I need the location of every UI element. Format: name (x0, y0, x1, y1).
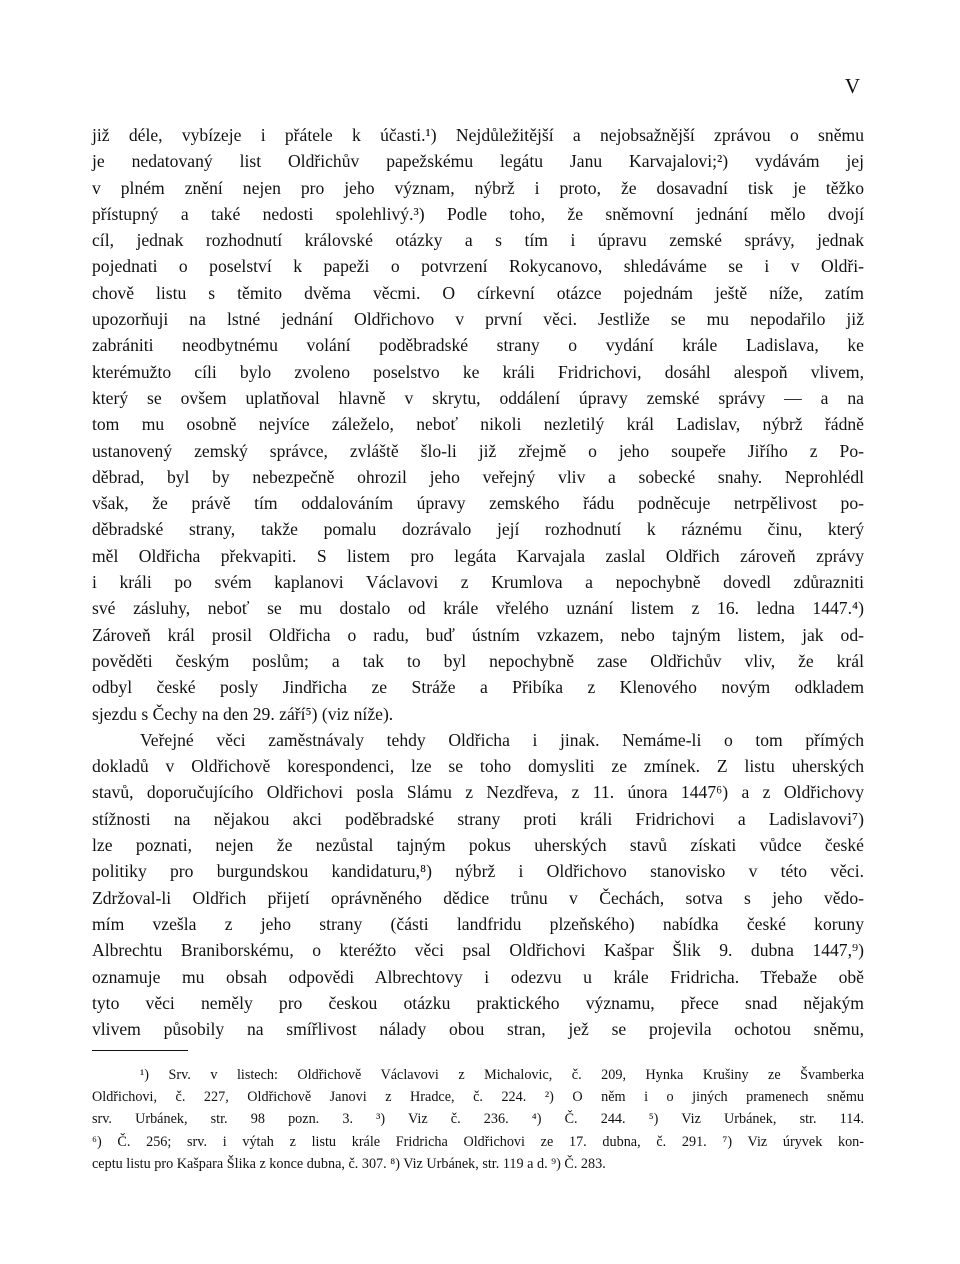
body-line: stížnosti na nějakou akci poděbradské strany proti králi Fridrichovi a Ladislavovi⁷) (92, 808, 864, 829)
body-line: již déle, vybízeje i přátele k účasti.¹) Nejdůležitější a nejobsažnější zprávou o sněmu (92, 125, 864, 145)
body-line: vlivem působily na smířlivost nálady obou stran, jež se projevila ochotou sněmu, (92, 1019, 864, 1040)
footnote-line: ceptu listu pro Kašpara Šlika z konce dubna, č. 307. ⁸) Viz Urbánek, str. 119 a d. ⁹) Č. 283. (92, 1155, 606, 1172)
body-line: v plném znění nejen pro jeho význam, nýbrž i proto, že dosavadní tisk je těžko (92, 177, 864, 198)
body-line: děbradské strany, takže pomalu dozrávalo její rozhodnutí k ráznému činu, který (92, 519, 864, 540)
body-line: je nedatovaný list Oldřichův papežskému legátu Janu Karvajalovi;²) vydávám jej (92, 151, 864, 172)
footnote-divider (92, 1050, 188, 1051)
body-line: oznamuje mu obsah odpovědi Albrechtovy i odezvu u krále Fridricha. Třebaže obě (92, 966, 864, 987)
body-line: lze poznati, nejen že nezůstal tajným pokus uherských stavů získati vůdce české (92, 835, 864, 856)
paragraph-start-line: Veřejné věci zaměstnávaly tehdy Oldřicha i jinak. Nemáme-li o tom přímých (140, 729, 864, 750)
body-line: Zároveň král prosil Oldřicha o radu, buď ústním vzkazem, nebo tajným listem, jak od- (92, 624, 864, 645)
body-line: přístupný a také nedosti spolehlivý.³) Podle toho, že sněmovní jednání mělo dvojí (92, 203, 864, 224)
body-line: cíl, jednak rozhodnutí královské otázky a s tím i úpravu zemské správy, jednak (92, 230, 864, 251)
body-line: stavů, doporučujícího Oldřichovi posla Slámu z Nezdřeva, z 11. února 1447⁶) a z Oldřichovy (92, 782, 864, 803)
body-line: však, že právě tím oddalováním úpravy zemského řádu podněcuje netrpělivost po- (92, 493, 864, 514)
body-line: odbyl české posly Jindřicha ze Stráže a Přibíka z Klenového novým odkladem (92, 677, 864, 698)
footnote-line: srv. Urbánek, str. 98 pozn. 3. ³) Viz č. 236. ⁴) Č. 244. ⁵) Viz Urbánek, str. 114. (92, 1111, 864, 1128)
body-line: který se ovšem uplatňoval hlavně v skrytu, oddálení úpravy zemské správy — a na (92, 387, 864, 408)
body-line: děbrad, byl by nebezpečně ohrozil jeho veřejný vliv a sobecké snahy. Neprohlédl (92, 466, 864, 487)
footnote-line: ¹) Srv. v listech: Oldřichově Václavovi z Michalovic, č. 209, Hynka Krušiny ze Švamberka (140, 1067, 864, 1083)
body-line: kterémužto cíli bylo zvoleno poselstvo ke králi Fridrichovi, dosáhl alespoň vlivem, (92, 361, 864, 382)
body-line: chově listu s těmito dvěma věcmi. O církevní otázce pojednám ještě níže, zatím (92, 282, 864, 303)
body-line: upozorňuji na lstné jednání Oldřichovo v první věci. Jestliže se mu nepodařilo již (92, 309, 864, 330)
body-line: tom mu osobně nejvíce záleželo, neboť nikoli nezletilý král Ladislav, nýbrž řádně (92, 414, 864, 435)
body-line: mím vzešla z jeho strany (části landfridu plzeňského) nabídka české koruny (92, 913, 864, 934)
body-line: Albrechtu Braniborskému, o kteréžto věci psal Oldřichovi Kašpar Šlik 9. dubna 1447,⁹) (92, 940, 864, 961)
footnotes (92, 1064, 864, 1175)
body-line: své zásluhy, neboť se mu dostalo od krále vřelého uznání listem z 16. ledna 1447.⁴) (92, 598, 864, 619)
body-line: pověděti českým poslům; a tak to byl nepochybně zase Oldřichův vliv, že král (92, 650, 864, 671)
page-number: V (844, 74, 860, 98)
body-line: měl Oldřicha překvapiti. S listem pro legáta Karvajala zaslal Oldřich zároveň zprávy (92, 545, 864, 566)
body-line: i králi po svém kaplanovi Václavovi z Krumlova a nepochybně dovedl zdůrazniti (92, 572, 864, 593)
body-line: politiky pro burgundskou kandidaturu,⁸) nýbrž i Oldřichovo stanovisko v této věci. (92, 861, 864, 882)
body-text (92, 122, 864, 1042)
footnote-line: ⁶) Č. 256; srv. i výtah z listu krále Fridricha Oldřichovi ze 17. dubna, č. 291. ⁷) Viz úryvek kon- (92, 1133, 864, 1150)
footnote-line: Oldřichovi, č. 227, Oldřichově Janovi z Hradce, č. 224. ²) O něm i o jiných pramenech sněmu (92, 1089, 864, 1106)
body-line: ustanovený zemský správce, zvláště šlo-li již zřejmě o jeho soupeře Jiřího z Po- (92, 440, 864, 461)
body-line: Zdržoval-li Oldřich přijetí oprávněného dědice trůnu v Čechách, sotva s jeho vědo- (92, 887, 864, 908)
body-line: zabrániti neodbytnému volání poděbradské strany o vydání krále Ladislava, ke (92, 335, 864, 356)
body-line: tyto věci neměly pro českou otázku praktického významu, přece snad nějakým (92, 992, 864, 1013)
body-line: dokladů v Oldřichově korespondenci, lze se toho domysliti ze zmínek. Z listu uherských (92, 756, 864, 777)
body-line: sjezdu s Čechy na den 29. září⁵) (viz níže). (92, 703, 394, 724)
body-line: pojednati o poselství k papeži o potvrzení Rokycanovo, shledáváme se i v Oldři- (92, 256, 864, 277)
